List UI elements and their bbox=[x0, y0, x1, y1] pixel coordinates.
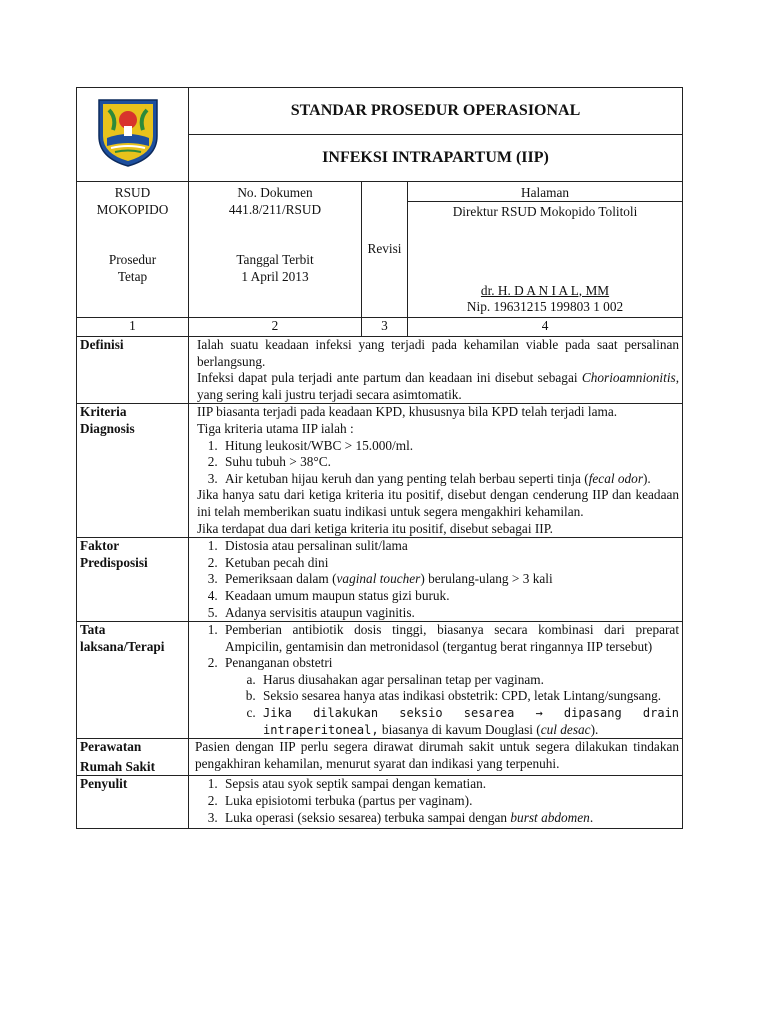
sop-document bbox=[76, 87, 682, 931]
list-item: 2. Luka episiotomi terbuka (partus per vaginam). bbox=[221, 793, 679, 810]
column-number-2: 2 bbox=[189, 318, 362, 337]
issue-label: Tanggal Terbit bbox=[236, 252, 314, 268]
penyulit-label-cell bbox=[77, 776, 189, 829]
kriteria-note-2: Jika terdapat dua dari ketiga kriteria itu positif, disebut sebagai IIP. bbox=[197, 520, 553, 536]
list-item: 2. Suhu tubuh > 38°C. bbox=[221, 454, 679, 471]
column-number-3: 3 bbox=[362, 318, 408, 337]
penyulit-label: Penyulit bbox=[80, 776, 128, 792]
kriteria-note-1: Jika hanya satu dari ketiga kriteria itu positif, disebut dengan cenderung IIP dan keadaan ini telah memberikan suatu indikasi untuk segera mengakhiri kehamilan. bbox=[197, 487, 680, 519]
kriteria-intro: IIP biasanta terjadi pada keadaan KPD, khususnya bila KPD telah terjadi lama. bbox=[197, 404, 618, 420]
definisi-content bbox=[189, 337, 683, 404]
tata-list bbox=[197, 622, 679, 738]
kriteria-lead: Tiga kriteria utama IIP ialah : bbox=[197, 420, 354, 436]
document-number-cell bbox=[189, 182, 362, 318]
tata-label-line2: laksana/Terapi bbox=[80, 638, 165, 654]
document-title: STANDAR PROSEDUR OPERASIONAL bbox=[189, 88, 683, 135]
perawatan-content bbox=[189, 739, 683, 776]
list-item: 1. Pemberian antibiotik dosis tinggi, biasanya secara kombinasi dari preparat Ampicilin, gentamisin dan metronidasol (tergantug berat ringannya IIP tersebut) bbox=[221, 622, 679, 655]
list-item: 5. Adanya servisitis ataupun vaginitis. bbox=[221, 605, 679, 622]
penyulit-content bbox=[189, 776, 683, 829]
list-item: 3. Luka operasi (seksio sesarea) terbuka sampai dengan burst abdomen. bbox=[221, 810, 679, 827]
tata-sublist bbox=[225, 672, 679, 738]
perawatan-label-cell bbox=[77, 739, 189, 776]
director-cell bbox=[408, 182, 683, 318]
list-item: b. Seksio sesarea hanya atas indikasi obstetrik: CPD, letak Lintang/sungsang. bbox=[259, 688, 679, 705]
column-number-4: 4 bbox=[408, 318, 683, 337]
definisi-paragraph-1: Ialah suatu keadaan infeksi yang terjadi pada kehamilan viable pada saat persalinan berlangsung. bbox=[197, 337, 680, 369]
tata-label-cell bbox=[77, 622, 189, 739]
list-item: 2. Penanganan obstetri a. Harus diusahakan agar persalinan tetap per vaginam. b. Seksio sesarea hanya atas indikasi obstetrik: CPD, letak Lintang/sungsang. c. Jika dilakukan seksio sesarea → dipasang drain intraperitoneal, biasanya di kavum Douglasi (cul desac). bbox=[221, 655, 679, 738]
kriteria-label-line1: Kriteria bbox=[80, 404, 127, 420]
kriteria-content bbox=[189, 404, 683, 538]
definisi-paragraph-2: Infeksi dapat pula terjadi ante partum dan keadaan ini disebut sebagai Chorioamnionitis, yang sering kali justru terjadi secara asimtomatik. bbox=[197, 370, 680, 402]
perawatan-text: Pasien dengan IIP perlu segera dirawat dirumah sakit untuk segera dilakukan tindakan pengakhiran kehamilan, menurut syarat dan indikasi yang terpenuhi. bbox=[195, 739, 680, 771]
list-item: a. Harus diusahakan agar persalinan tetap per vaginam. bbox=[259, 672, 679, 689]
sop-table bbox=[76, 87, 683, 829]
logo-cell bbox=[77, 88, 189, 182]
document-subtitle: INFEKSI INTRAPARTUM (IIP) bbox=[189, 135, 683, 182]
faktor-label-cell bbox=[77, 538, 189, 622]
definisi-label-cell bbox=[77, 337, 189, 404]
perawatan-label-line1: Perawatan bbox=[80, 739, 142, 755]
kriteria-label-line2: Diagnosis bbox=[80, 420, 135, 436]
column-number-1: 1 bbox=[77, 318, 189, 337]
revisi-cell bbox=[362, 182, 408, 318]
faktor-content bbox=[189, 538, 683, 622]
director-title: Direktur RSUD Mokopido Tolitoli bbox=[452, 204, 638, 219]
perawatan-label-line2: Rumah Sakit bbox=[80, 758, 156, 774]
list-item: c. Jika dilakukan seksio sesarea → dipasang drain intraperitoneal, biasanya di kavum Douglasi (cul desac). bbox=[259, 705, 679, 738]
director-name: dr. H. D A N I A L, MM bbox=[480, 282, 610, 298]
issue-date: 1 April 2013 bbox=[241, 268, 309, 284]
faktor-label-line1: Faktor bbox=[80, 538, 120, 554]
doc-no-value: 441.8/211/RSUD bbox=[228, 201, 322, 217]
procedure-line2: Tetap bbox=[117, 268, 148, 284]
list-item: 1. Hitung leukosit/WBC > 15.000/ml. bbox=[221, 438, 679, 455]
tata-label-line1: Tata bbox=[80, 622, 106, 638]
penyulit-list bbox=[197, 776, 679, 826]
list-item: 3. Air ketuban hijau keruh dan yang penting telah berbau seperti tinja (fecal odor). bbox=[221, 471, 679, 488]
revisi-label: Revisi bbox=[367, 241, 402, 257]
list-item: 1. Sepsis atau syok septik sampai dengan kematian. bbox=[221, 776, 679, 793]
definisi-label: Definisi bbox=[80, 337, 124, 352]
hospital-procedure-cell bbox=[77, 182, 189, 318]
doc-no-label: No. Dokumen bbox=[237, 185, 313, 200]
kriteria-list bbox=[197, 438, 679, 488]
list-item: 2. Ketuban pecah dini bbox=[221, 555, 679, 572]
kriteria-label-cell bbox=[77, 404, 189, 538]
regency-crest-icon bbox=[93, 96, 163, 168]
hospital-name-line1: RSUD bbox=[114, 185, 151, 200]
list-item: 4. Keadaan umum maupun status gizi buruk. bbox=[221, 588, 679, 605]
faktor-label-line2: Predisposisi bbox=[80, 554, 148, 570]
director-nip: Nip. 19631215 199803 1 002 bbox=[466, 299, 624, 315]
halaman-label: Halaman bbox=[408, 182, 682, 202]
faktor-list bbox=[197, 538, 679, 621]
list-item: 1. Distosia atau persalinan sulit/lama bbox=[221, 538, 679, 555]
list-item: 3. Pemeriksaan dalam (vaginal toucher) berulang-ulang > 3 kali bbox=[221, 571, 679, 588]
hospital-name-line2: MOKOPIDO bbox=[96, 201, 169, 217]
procedure-line1: Prosedur bbox=[108, 252, 157, 268]
tata-content bbox=[189, 622, 683, 739]
